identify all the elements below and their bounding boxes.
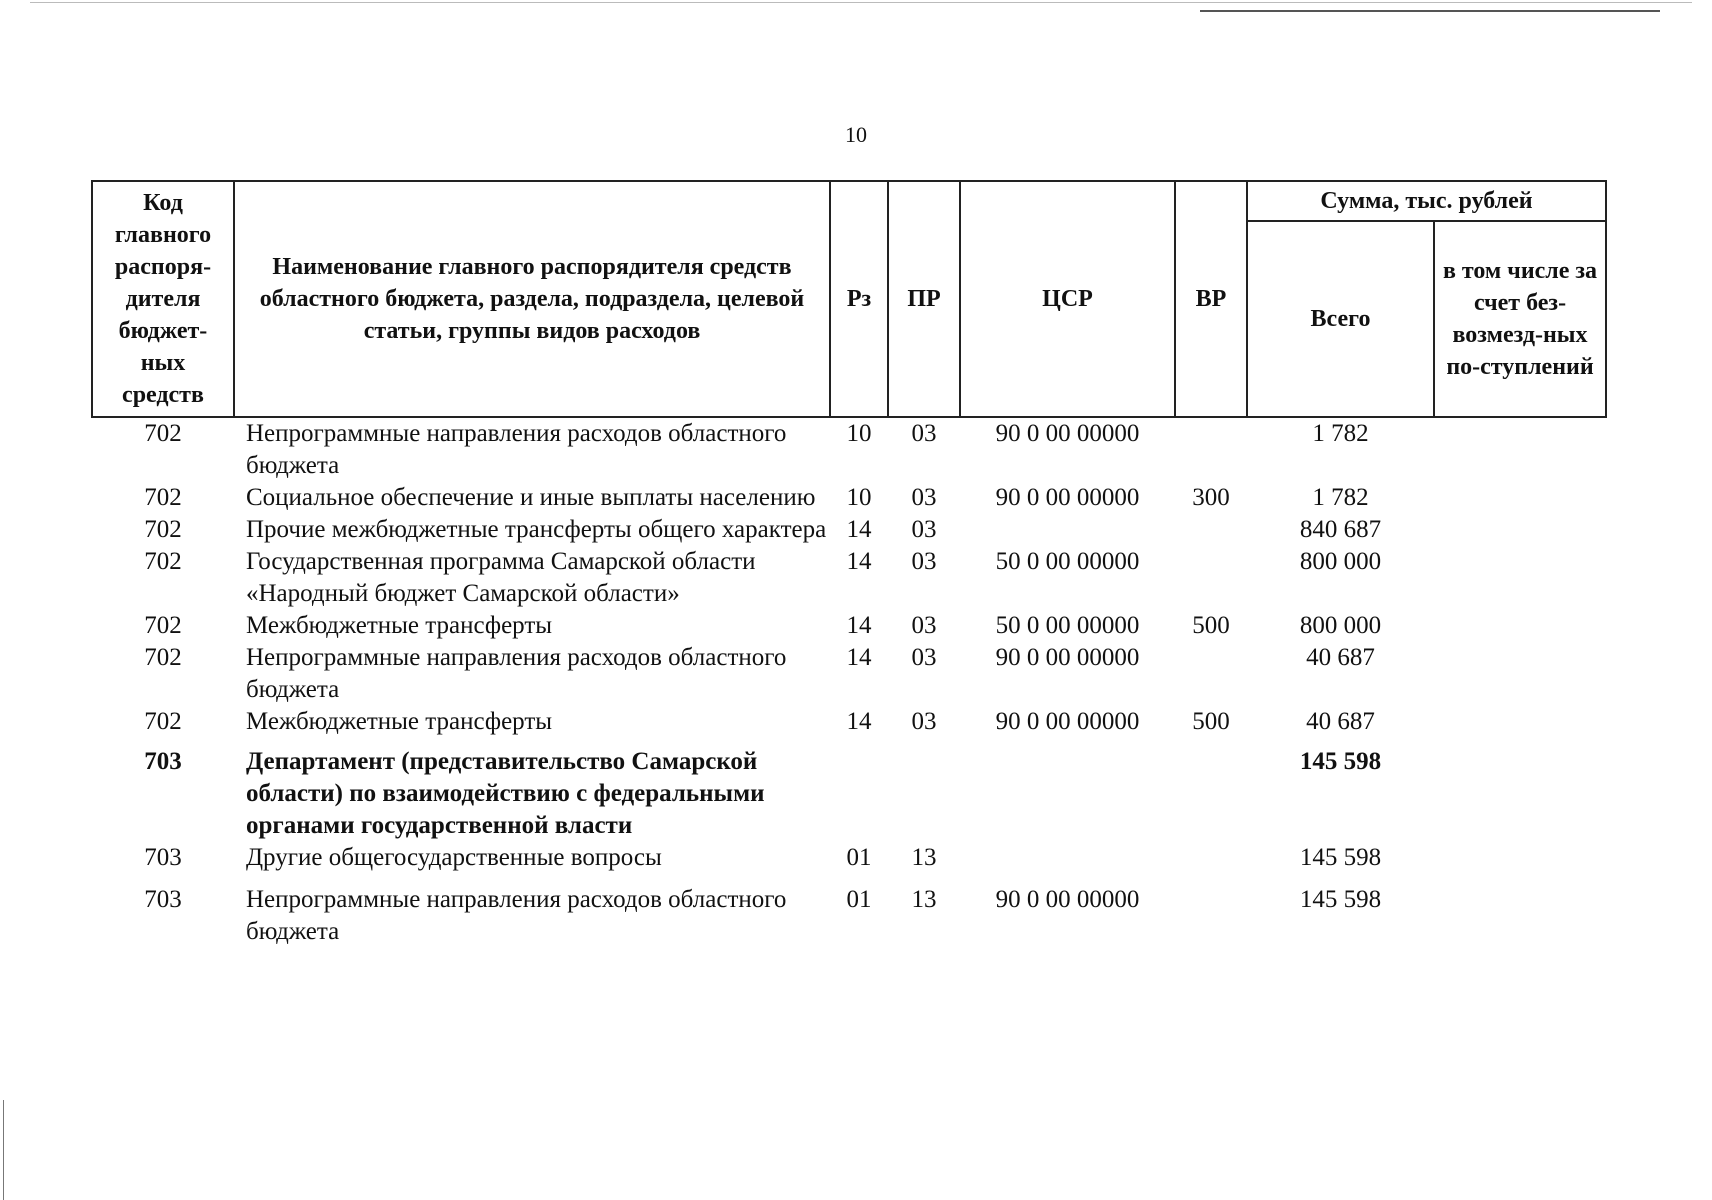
cell-vr: 500 [1192,708,1230,735]
header-code: Код главного распоря-дителя бюджет-ных средств [92,181,234,417]
cell-name: Непрограммные направления расходов областного бюджета [246,886,787,945]
cell-csr: 50 0 00 00000 [995,612,1140,639]
cell-csr: 50 0 00 00000 [995,548,1140,575]
cell-rz [830,738,888,842]
cell-code: 702 [144,612,182,639]
cell-total: 840 687 [1299,516,1382,543]
cell-code: 703 [144,844,182,871]
header-csr: ЦСР [960,181,1175,417]
cell-pr: 03 [911,644,937,671]
cell-pr: 03 [911,708,937,735]
cell-rz: 14 [846,548,872,575]
cell-total: 1 782 [1312,484,1369,511]
cell-total: 800 000 [1299,548,1382,575]
scan-edge-line [1200,10,1660,12]
cell-rz: 10 [846,420,872,447]
cell-total: 1 782 [1312,420,1369,447]
cell-code: 702 [144,420,182,447]
cell-code: 702 [144,644,182,671]
cell-rz: 10 [846,484,872,511]
table-row [92,706,1606,738]
header-name: Наименование главного распорядителя средств областного бюджета, раздела, подраздела, целевой статьи, группы видов расходов [234,181,830,417]
cell-pr [888,738,960,842]
cell-vr [1175,514,1247,546]
cell-grants [1434,738,1606,842]
cell-vr [1175,642,1247,706]
cell-name: Межбюджетные трансферты [246,612,553,639]
table-row [92,874,1606,948]
cell-pr: 03 [911,420,937,447]
cell-name: Непрограммные направления расходов областного бюджета [246,420,787,479]
cell-name: Непрограммные направления расходов областного бюджета [246,644,787,703]
cell-vr [1175,874,1247,948]
cell-grants [1434,874,1606,948]
table-row [92,610,1606,642]
cell-total: 145 598 [1299,886,1382,913]
cell-rz: 14 [846,516,872,543]
page-number: 10 [845,122,867,147]
table-row [92,482,1606,514]
cell-name: Прочие межбюджетные трансферты общего характера [246,516,827,543]
cell-code: 702 [144,708,182,735]
cell-code: 702 [144,484,182,511]
header-total: Всего [1247,221,1434,417]
scan-edge-top [30,2,1692,3]
cell-vr [1175,738,1247,842]
cell-pr: 03 [911,516,937,543]
cell-rz: 14 [846,644,872,671]
cell-total: 145 598 [1299,748,1382,775]
cell-grants [1434,706,1606,738]
cell-grants [1434,482,1606,514]
cell-grants [1434,546,1606,610]
header-pr: ПР [888,181,960,417]
cell-code: 702 [144,548,182,575]
cell-pr: 13 [911,844,937,871]
cell-name: Межбюджетные трансферты [246,708,553,735]
cell-grants [1434,514,1606,546]
cell-pr: 13 [911,886,937,913]
cell-grants [1434,417,1606,482]
cell-name: Другие общегосударственные вопросы [246,844,662,871]
table-row [92,642,1606,706]
cell-pr: 03 [911,484,937,511]
cell-name: Департамент (представительство Самарской области) по взаимодействию с федеральными органами государственной власти [246,748,765,839]
cell-vr [1175,546,1247,610]
cell-code: 703 [144,886,182,913]
cell-rz: 01 [846,844,872,871]
cell-csr [960,738,1175,842]
cell-grants [1434,610,1606,642]
cell-pr: 03 [911,612,937,639]
cell-code: 703 [144,748,182,775]
cell-code: 702 [144,516,182,543]
cell-csr: 90 0 00 00000 [995,644,1140,671]
header-vr: ВР [1175,181,1247,417]
table-row [92,546,1606,610]
cell-total: 800 000 [1299,612,1382,639]
table-row [92,842,1606,874]
scan-edge-left [3,1100,4,1200]
cell-name: Социальное обеспечение и иные выплаты населению [246,484,816,511]
cell-total: 145 598 [1299,844,1382,871]
cell-csr [960,842,1175,874]
cell-grants [1434,642,1606,706]
cell-vr [1175,417,1247,482]
cell-vr: 500 [1192,612,1230,639]
table-row [92,514,1606,546]
cell-total: 40 687 [1306,708,1375,735]
cell-csr: 90 0 00 00000 [995,708,1140,735]
header-rz: Рз [830,181,888,417]
cell-rz: 14 [846,708,872,735]
cell-rz: 14 [846,612,872,639]
cell-total: 40 687 [1306,644,1375,671]
header-sum-group: Сумма, тыс. рублей [1247,181,1606,221]
cell-csr [960,514,1175,546]
table-row [92,417,1606,482]
table-row-department [92,738,1606,842]
cell-name: Государственная программа Самарской области «Народный бюджет Самарской области» [246,548,756,607]
cell-grants [1434,842,1606,874]
cell-csr: 90 0 00 00000 [995,886,1140,913]
cell-csr: 90 0 00 00000 [995,484,1140,511]
cell-vr [1175,842,1247,874]
cell-csr: 90 0 00 00000 [995,420,1140,447]
cell-vr: 300 [1192,484,1230,511]
cell-rz: 01 [846,886,872,913]
header-grants: в том числе за счет без-возмезд-ных по-ступлений [1434,221,1606,417]
budget-table [91,180,1607,948]
cell-pr: 03 [911,548,937,575]
